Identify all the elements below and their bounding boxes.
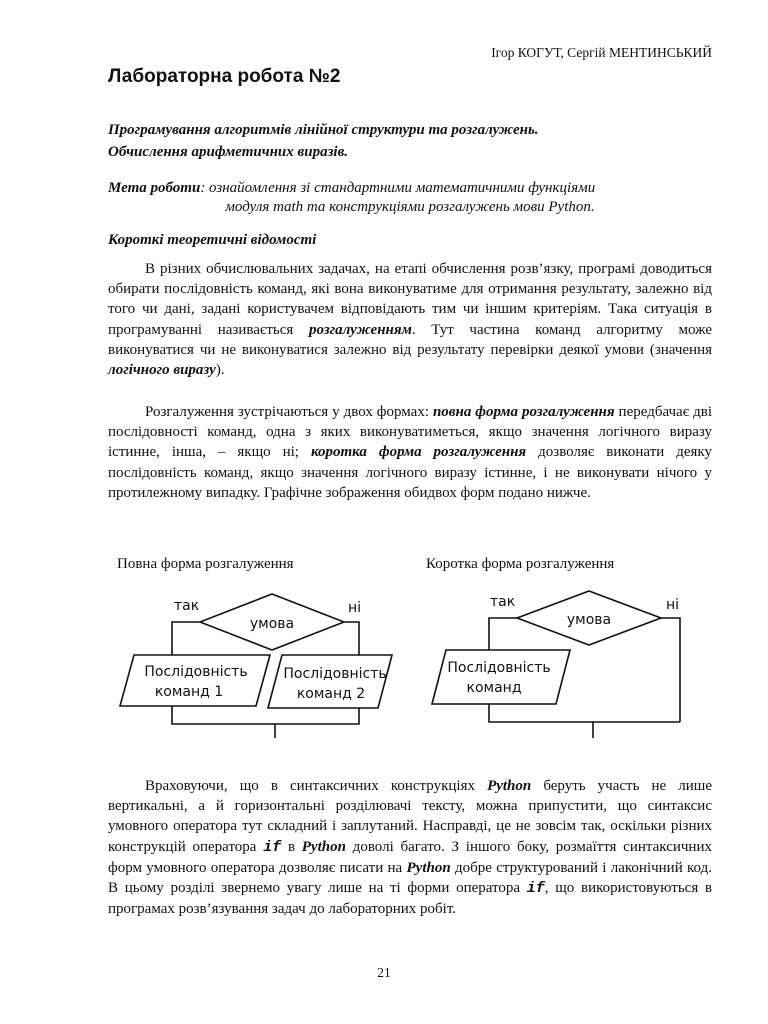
p3-python-1: Python [487, 778, 532, 794]
p3-text-6: , що використовуються в програмах розв’язування задач до лабораторних робіт. [108, 880, 712, 918]
lab-title: Лабораторна робота №2 [108, 66, 341, 87]
p3-code-if-2: if [526, 880, 545, 898]
short-yes-line [489, 618, 517, 650]
p2-term-short-form: коротка форма розгалуження [310, 444, 527, 461]
p1-term-branching: розгалуженням [308, 321, 412, 338]
p2-text-3: дозволяє виконати деяку послідовність команд, якщо значення логічного виразу істинне, і не виконувати нічого у протилежному випадку. Графічне зображення обидвох форм подано нижче. [108, 444, 713, 501]
p3-text-5: добре структурований і лаконічний код. В цьому розділі звернемо увагу лише на ті форми оператора [108, 859, 713, 897]
p1-text-1: В різних обчислювальних задачах, на етапі обчислення розв’язку, програмі доводиться обирати послідовність команд, які вона виконуватиме для отримання результату, залежно від того чи дані, задані користувачем відповідають тим чи іншим критеріям. Така ситуація в програмуванні називається [108, 261, 712, 338]
topic-line-2: Обчислення арифметичних виразів. [108, 144, 349, 160]
short-block-line-2: команд [466, 680, 522, 696]
p3-code-if-1: if [263, 838, 282, 856]
short-merge-line [489, 704, 680, 722]
page-header-authors: Ігор КОГУТ, Сергій МЕНТИНСЬКИЙ [491, 45, 712, 60]
p3-text-3: в [281, 838, 302, 855]
caption-short-form: Коротка форма розгалуження [426, 556, 615, 572]
goal-text-1: : ознайомлення зі стандартними математичними функціями [200, 180, 596, 196]
p1-text-3: ). [215, 362, 225, 379]
full-block-1-line-1: Послідовність [144, 664, 248, 680]
p3-python-2: Python [301, 838, 346, 855]
short-no-label: ні [666, 597, 680, 613]
full-yes-label: так [174, 598, 200, 614]
p1-term-logical-expression: логічного виразу [108, 362, 216, 379]
short-no-line [661, 618, 680, 722]
full-block-2-line-2: команд 2 [296, 686, 366, 702]
short-yes-label: так [490, 594, 516, 610]
section-heading: Короткі теоретичні відомості [108, 232, 317, 248]
full-block-1-line-2: команд 1 [154, 684, 224, 700]
topic-line-1: Програмування алгоритмів лінійної структури та розгалужень. [108, 122, 539, 138]
full-block-2-line-1: Послідовність [283, 666, 387, 682]
full-no-line [344, 622, 359, 658]
paragraph-3 [108, 776, 712, 919]
p2-text-1: Розгалуження зустрічаються у двох формах: [145, 404, 433, 420]
p1-text-2: . Тут частина команд алгоритму може виконуватися чи не виконуватися залежно від результату перевірки деякої умови (значення [108, 321, 712, 358]
p2-text-2: передбачає дві послідовності команд, одна з яких виконуватиметься, якщо значення логічного виразу істинне, інша, – якщо ні; [108, 404, 712, 461]
p3-python-3: Python [406, 859, 451, 876]
p3-text-1: Враховуючи, що в синтаксичних конструкціях [145, 778, 488, 794]
p3-text-4: доволі багато. З іншого боку, розмаїття синтаксичних форм умовного оператора дозволяє писати на [108, 838, 712, 876]
full-condition-label: умова [249, 616, 295, 632]
full-yes-line [172, 622, 200, 658]
goal-text-2: модуля math та конструкціями розгалужень мови Python. [225, 199, 595, 215]
p3-text-2: беруть участь не лише вертикальні, а й горизонтальні розділювачі тексту, можна припустити, що синтаксис умовного оператора тут складний і заплутаний. Насправді, це не зовсім так, оскільки різних конструкцій оператора [108, 778, 712, 855]
full-no-label: ні [348, 600, 362, 616]
short-condition-label: умова [566, 612, 612, 628]
caption-full-form: Повна форма розгалуження [117, 556, 294, 572]
goal-label: Мета роботи [108, 180, 201, 196]
p2-term-full-form: повна форма розгалуження [432, 404, 615, 420]
page-number: 21 [377, 965, 391, 980]
short-block-line-1: Послідовність [447, 660, 551, 676]
